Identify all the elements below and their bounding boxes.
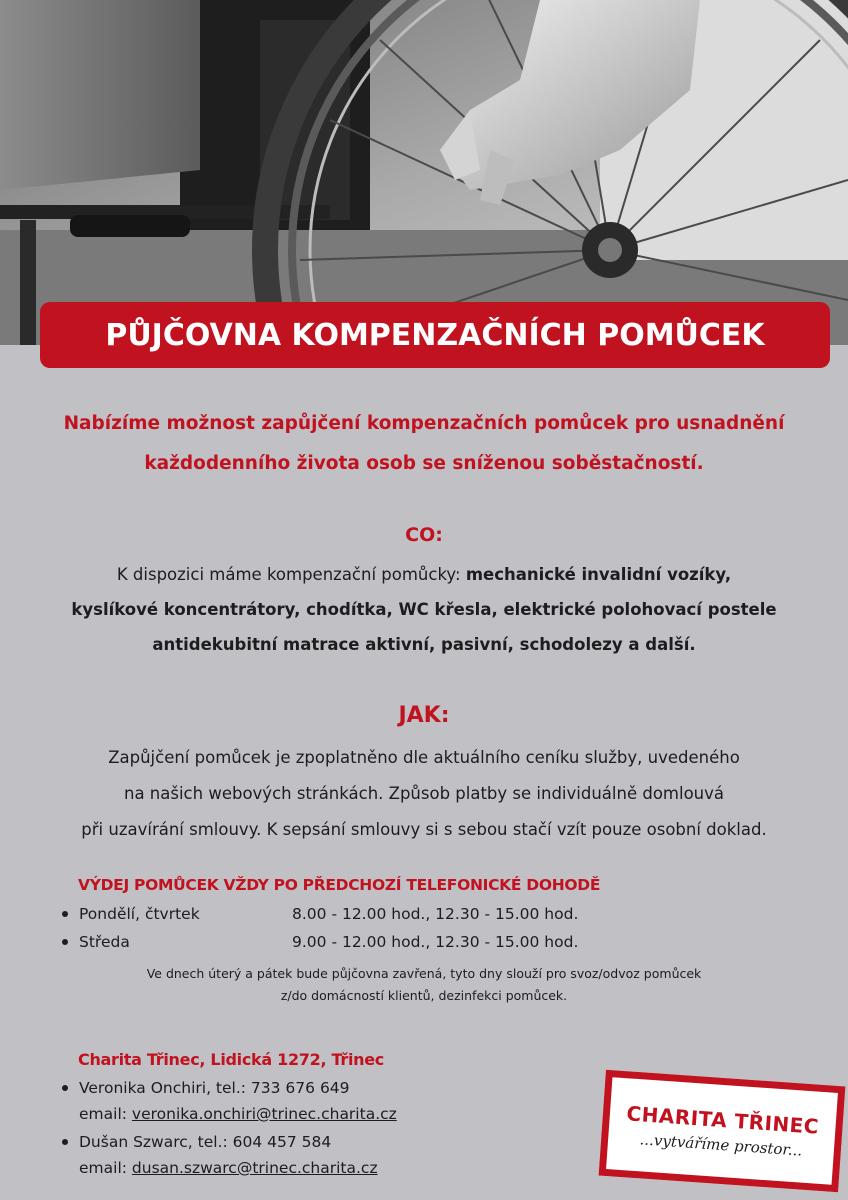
jak-text bbox=[0, 740, 848, 848]
page-title: PŮJČOVNA KOMPENZAČNÍCH POMŮCEK bbox=[105, 317, 765, 353]
co-line-1 bbox=[0, 557, 848, 592]
hours-time: 9.00 - 12.00 hod., 12.30 - 15.00 hod. bbox=[292, 933, 579, 951]
logo-name: CHARITA TŘINEC bbox=[625, 1101, 820, 1139]
charita-logo bbox=[599, 1070, 846, 1192]
jak-heading: JAK: bbox=[398, 703, 450, 728]
hours-day: Středa bbox=[79, 933, 130, 951]
contact-list bbox=[60, 1074, 580, 1182]
opening-hours-list bbox=[60, 900, 660, 956]
hero-photo-wheelchair bbox=[0, 0, 848, 345]
contact-name: Veronika Onchiri, tel.: 733 676 649 bbox=[79, 1078, 350, 1097]
email-link[interactable]: dusan.szwarc@trinec.charita.cz bbox=[131, 1159, 378, 1177]
email-label: email: bbox=[79, 1159, 132, 1177]
co-bold-3: antidekubitní matrace aktivní, pasivní, schodolezy a další. bbox=[152, 635, 696, 654]
list-item bbox=[60, 900, 660, 928]
co-line-2 bbox=[0, 592, 848, 627]
jak-line-3: při uzavírání smlouvy. K sepsání smlouvy si s sebou stačí vzít pouze osobní doklad. bbox=[81, 820, 767, 839]
co-bold-1: mechanické invalidní vozíky, bbox=[465, 565, 732, 584]
email-label: email: bbox=[79, 1105, 132, 1123]
contact-email-line bbox=[60, 1155, 580, 1182]
contact-email-line bbox=[60, 1101, 580, 1128]
bullet-icon bbox=[62, 1139, 68, 1145]
co-text bbox=[0, 557, 848, 662]
vydej-heading: VÝDEJ POMŮCEK VŽDY PO PŘEDCHOZÍ TELEFONICKÉ DOHODĚ bbox=[78, 876, 601, 894]
note-line-1: Ve dnech úterý a pátek bude půjčovna zavřená, tyto dny slouží pro svoz/odvoz pomůcek bbox=[146, 966, 702, 981]
intro-line-2: každodenního života osob se sníženou soběstačností. bbox=[144, 453, 704, 474]
closure-note bbox=[0, 963, 848, 1007]
co-lead: K dispozici máme kompenzační pomůcky: bbox=[116, 565, 466, 584]
bullet-icon bbox=[62, 1085, 68, 1091]
title-banner bbox=[40, 302, 830, 368]
bullet-icon bbox=[62, 911, 68, 917]
list-item bbox=[60, 1128, 580, 1155]
co-line-3 bbox=[0, 627, 848, 662]
hours-time: 8.00 - 12.00 hod., 12.30 - 15.00 hod. bbox=[292, 905, 579, 923]
intro-line-1: Nabízíme možnost zapůjčení kompenzačních pomůcek pro usnadnění bbox=[63, 413, 785, 434]
logo-tagline: ...vytváříme prostor... bbox=[639, 1130, 803, 1160]
email-link[interactable]: veronika.onchiri@trinec.charita.cz bbox=[131, 1105, 397, 1123]
note-line-2: z/do domácností klientů, dezinfekci pomůcek. bbox=[280, 988, 568, 1003]
jak-line-2: na našich webových stránkách. Způsob platby se individuálně domlouvá bbox=[123, 784, 724, 803]
hours-day: Pondělí, čtvrtek bbox=[79, 905, 200, 923]
contact-heading: Charita Třinec, Lidická 1272, Třinec bbox=[78, 1050, 384, 1069]
contact-name: Dušan Szwarc, tel.: 604 457 584 bbox=[79, 1132, 332, 1151]
jak-line-1: Zapůjčení pomůcek je zpoplatněno dle aktuálního ceníku služby, uvedeného bbox=[108, 748, 740, 767]
list-item bbox=[60, 1074, 580, 1101]
bullet-icon bbox=[62, 939, 68, 945]
co-heading: CO: bbox=[405, 524, 443, 546]
co-bold-2: kyslíkové koncentrátory, chodítka, WC křesla, elektrické polohovací postele bbox=[71, 600, 777, 619]
list-item bbox=[60, 928, 660, 956]
intro-text bbox=[0, 404, 848, 484]
